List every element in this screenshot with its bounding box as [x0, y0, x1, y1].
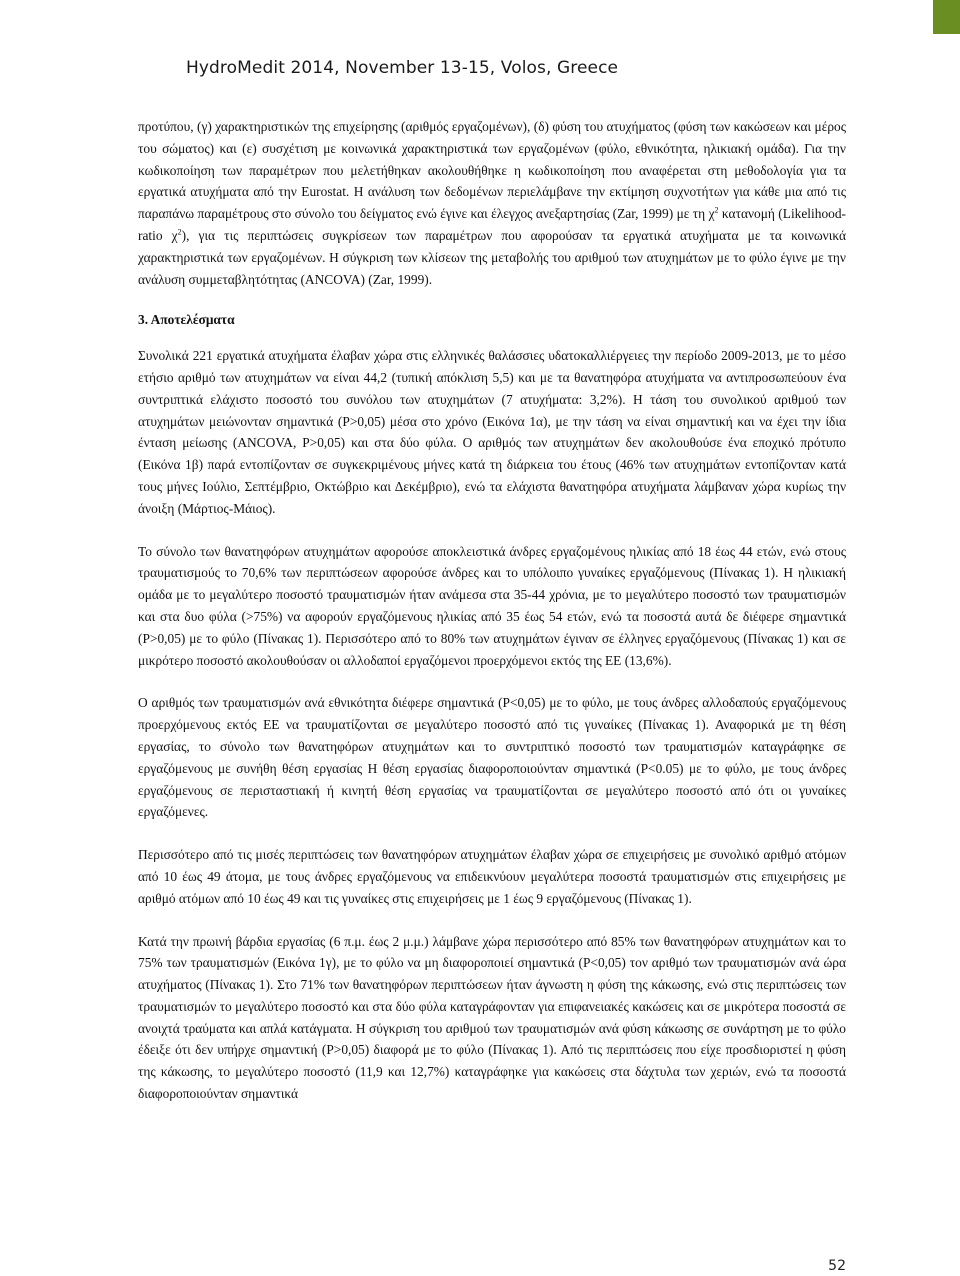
- page-content: [138, 116, 846, 1105]
- section-heading-results: 3. Αποτελέσματα: [138, 312, 235, 328]
- chi-square-superscript: 2: [714, 205, 719, 215]
- paragraph-methods-mid: κατανομή (Likelihood-ratio χ: [138, 206, 846, 243]
- paragraph-company-size: Περισσότερο από τις μισές περιπτώσεις των θανατηφόρων ατυχημάτων έλαβαν χώρα σε επιχειρήσεις με συνολικό αριθμό ατόμων από 10 έως 49 άτομα, με τους άνδρες εργαζόμενους να επιδεικνύουν μεγαλύτερα ποσοστά τραυματισμών στις επιχειρήσεις με αριθμό ατόμων από 10 έως 49 και τις γυναίκες στις επιχειρήσεις με 1 έως 9 εργαζόμενους (Πίνακας 1).: [138, 847, 846, 906]
- paragraph-methods-end: ), για τις περιπτώσεις συγκρίσεων των παραμέτρων που αφορούσαν τα εργατικά ατυχήματα με τα κοινωνικά χαρακτηριστικά των εργαζομένων. Η σύγκριση των κλίσεων της μεταβολής του αριθμού των ατυχημάτων με το φύλο έγινε με την ανάλυση συμμεταβλητότητας (ANCOVA) (Zar, 1999).: [138, 227, 846, 287]
- page-number: 52: [828, 1258, 846, 1274]
- paragraph-methods: [138, 116, 846, 290]
- paragraph-fatal-accidents: Το σύνολο των θανατηφόρων ατυχημάτων αφορούσε αποκλειστικά άνδρες εργαζομένους ηλικίας από 18 έως 44 ετών, ενώ στους τραυματισμούς το 70,6% των περιπτώσεων αφορούσε άνδρες και το υπόλοιπο γυναίκες εργαζόμενους (Πίνακας 1). Η ηλικιακή ομάδα με το μεγαλύτερο ποσοστό τραυματισμών ήταν ανάμεσα στα 35-44 χρόνια, με το μεγαλύτερο ποσοστό των τραυματισμών και στα δυο φύλα (>75%) να αφορούν εργαζόμενους ηλικίας από 35 έως 54 ετών, ενώ τα ποσοστά αυτά δε διέφερε σημαντικά (P>0,05) με το φύλο (Πίνακας 1). Περισσότερο από το 80% των ατυχημάτων έγιναν σε έλληνες εργαζόμενους (Πίνακας 1) και σε μικρότερο ποσοστό ακολουθούσαν οι αλλοδαποί εργαζόμενοι προερχόμενοι εκτός της ΕΕ (13,6%).: [138, 543, 846, 668]
- corner-accent: [933, 0, 960, 34]
- chi-square-superscript-2: 2: [177, 227, 182, 237]
- top-margin: [0, 0, 960, 34]
- paragraph-methods-text: προτύπου, (γ) χαρακτηριστικών της επιχείρησης (αριθμός εργαζομένων), (δ) φύση του ατυχήματος (φύση των κακώσεων και μέρος του σώματος) και (ε) συσχέτιση με κοινωνικά χαρακτηριστικά των εργαζομένων (φύλο, εθνικότητα, ηλικιακή ομάδα). Για την κωδικοποίηση των παραμέτρων που μελετήθηκαν ακολουθήθηκε η κωδικοποίηση που αναφέρεται στη μεθοδολογία για τα εργατικά ατυχήματα από την Eurostat. Η ανάλυση των δεδομένων περιελάμβανε την εκτίμηση συχνοτήτων για κάθε μια από τις παραπάνω παραμέτρους στο σύνολο του δείγματος ενώ έγινε και έλεγχος ανεξαρτησίας (Zar, 1999) με τη χ: [138, 119, 846, 222]
- paragraph-results-overview: Συνολικά 221 εργατικά ατυχήματα έλαβαν χώρα στις ελληνικές θαλάσσιες υδατοκαλλιέργειες την περίοδο 2009-2013, με το μέσο ετήσιο αριθμό των ατυχημάτων να είναι 44,2 (τυπική απόκλιση 5,5) και με τα θανατηφόρα ατυχήματα να αντιπροσωπεύουν ένα συντριπτικά ελάχιστο ποσοστό του συνόλου των ατυχημάτων (7 ατυχήματα: 3,2%). Η τάση του συνολικού αριθμού των ατυχημάτων μειώνονταν σημαντικά (P>0,05) μέσα στο χρόνο (Εικόνα 1α), με την τάση να είναι σημαντική και να έχει την ίδια ένταση μείωσης (ANCOVA, P>0,05) και στα δύο φύλα. Ο αριθμός των ατυχημάτων δεν ακολουθούσε ένα εποχικό πρότυπο (Εικόνα 1β) παρά εντοπίζονταν σε συγκεκριμένους μήνες κατά τη διάρκεια του έτους (46% των ατυχημάτων εντοπίζονταν κατά τους μήνες Ιούλιο, Σεπτέμβριο, Οκτώβριο και Δεκέμβριο), ενώ τα ελάχιστα θανατηφόρα ατυχήματα λάμβαναν χώρα κυρίως την άνοιξη (Μάρτιος-Μάιος).: [138, 348, 846, 516]
- paragraph-nationality: Ο αριθμός των τραυματισμών ανά εθνικότητα διέφερε σημαντικά (P<0,05) με το φύλο, με τους άνδρες αλλοδαπούς εργαζόμενους προερχόμενους εκτός ΕΕ να τραυματίζονται σε μεγαλύτερο ποσοστό από τις γυναίκες (Πίνακας 1). Αναφορικά με τη θέση εργασίας, το σύνολο των θανατηφόρων ατυχημάτων και το συντριπτικό ποσοστό των τραυματισμών καταγράφηκε σε εργαζόμενους με συνήθη θέση εργασίας Η θέση εργασίας διαφοροποιούνταν σημαντικά (P<0.05) με το φύλο, με τους άνδρες εργαζόμενους σε περισταστιακή ή κινητή θέση εργασίας να τραυματίζονται σε μεγαλύτερο ποσοστό από ότι οι γυναίκες εργαζόμενες.: [138, 695, 846, 820]
- header-title: HydroMedit 2014, November 13-15, Volos, Greece: [186, 58, 619, 78]
- paragraph-work-shift: Κατά την πρωινή βάρδια εργασίας (6 π.μ. έως 2 μ.μ.) λάμβανε χώρα περισσότερο από 85% των θανατηφόρων ατυχημάτων και το 75% των τραυματισμών (Εικόνα 1γ), με το φύλο να μη διαφοροποιεί σημαντικά (P<0,05) τον αριθμό των τραυματισμών ανά ώρα ατυχήματος (Πίνακας 1). Στο 71% των θανατηφόρων περιπτώσεων ήταν άγνωστη η φύση της κάκωσης, ενώ στις περιπτώσεις των τραυματισμών το μεγαλύτερο ποσοστό και στα δύο φύλα καταγράφονταν για επιφανειακές κακώσεις και σε μικρότερα ποσοστά σε ανοιχτά τραύματα και απλά κατάγματα. Η σύγκριση του αριθμού των τραυματισμών ανά φύση κάκωσης σε συνάρτηση με το φύλο έδειξε ότι δεν υπήρχε σημαντική (P>0,05) διαφορά με το φύλο (Πίνακας 1). Από τις περιπτώσεις που είχε προσδιοριστεί η φύση της κάκωσης, το μεγαλύτερο ποσοστό (11,9 και 12,7%) καταγράφηκε για κακώσεις στα δάχτυλα των χεριών, ενώ τα ποσοστά διαφοροποιούνταν σημαντικά: [138, 933, 846, 1102]
